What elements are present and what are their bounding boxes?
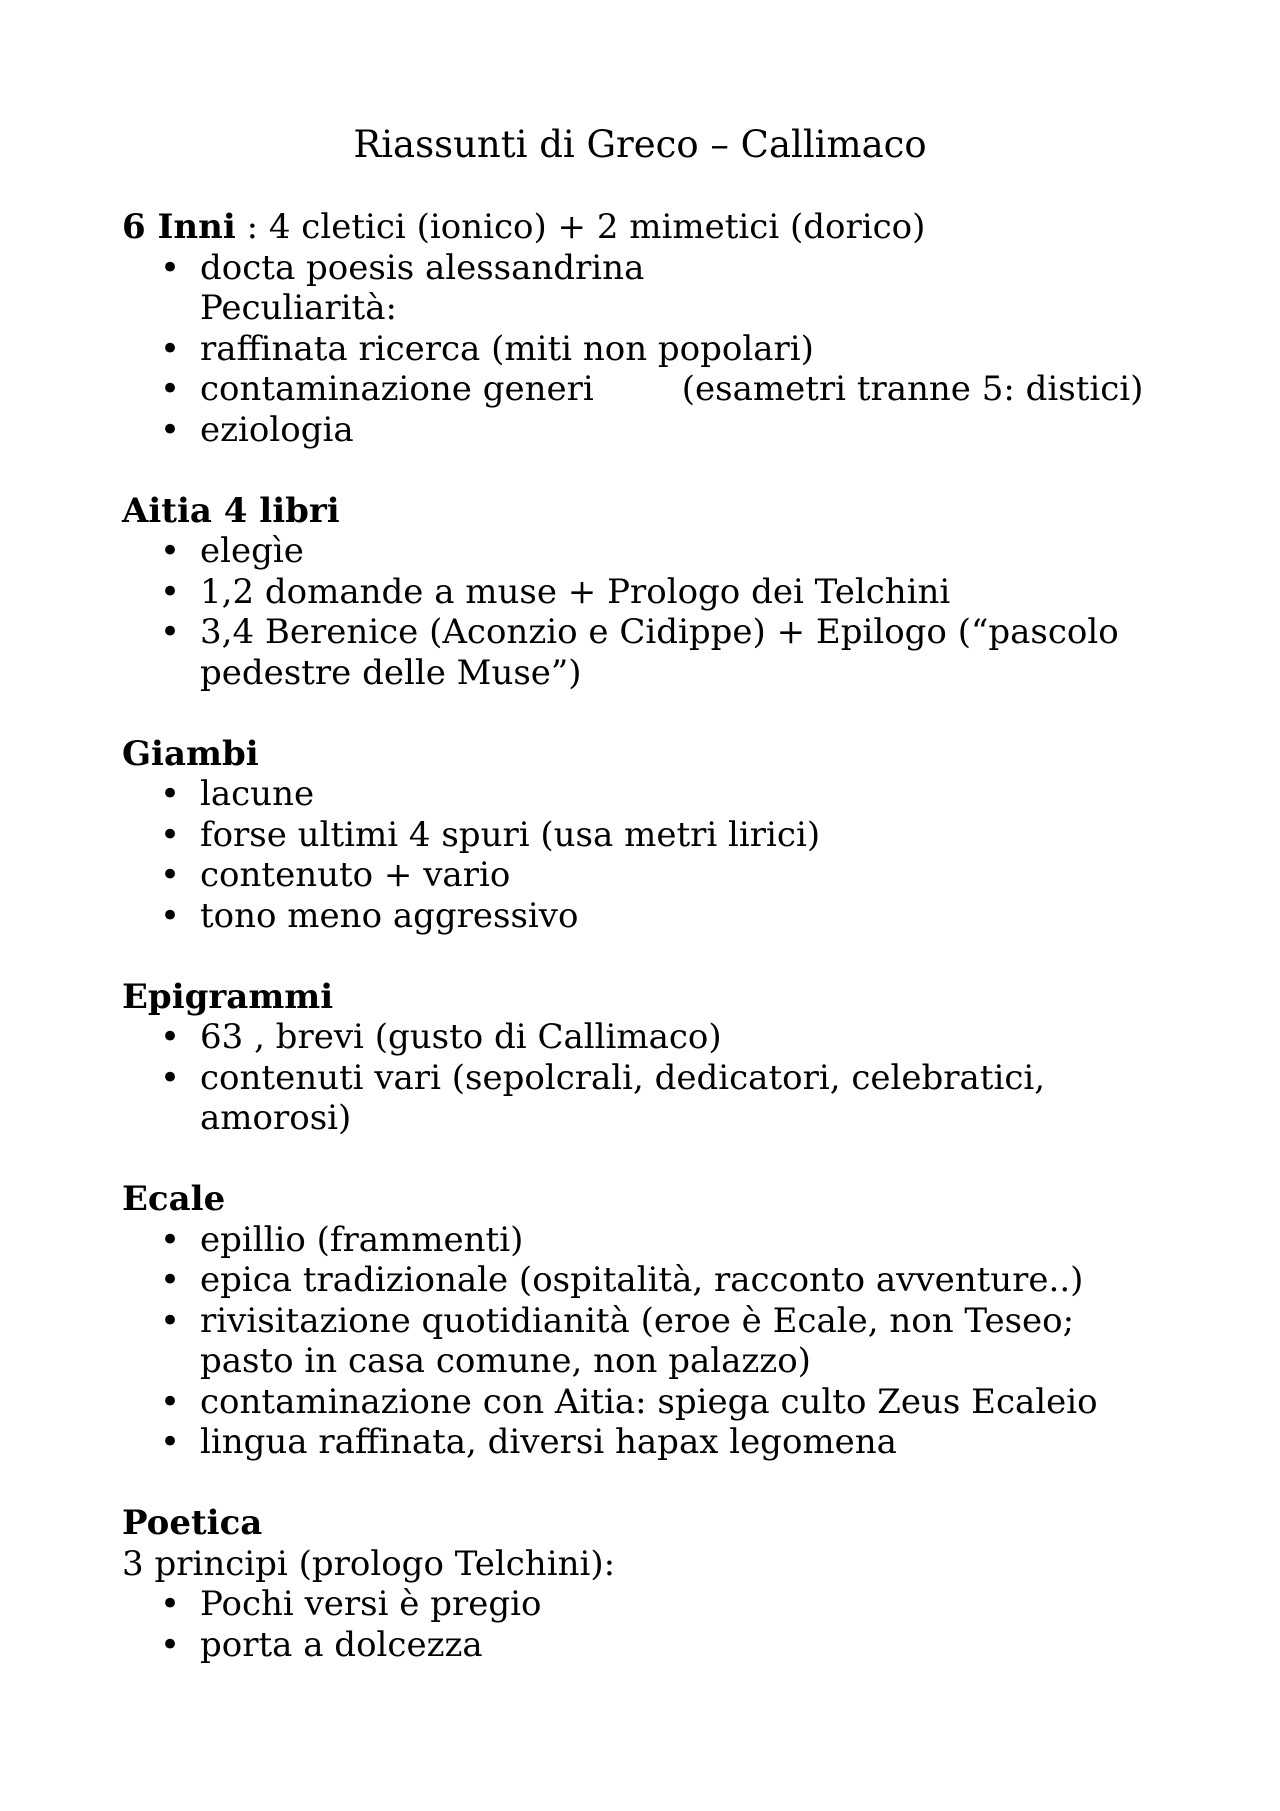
bullet-icon: • (160, 369, 181, 409)
poetica-heading: Poetica (122, 1503, 263, 1543)
inni-item-3 (200, 369, 1143, 410)
poetica-item-2: porta a dolcezza (200, 1625, 483, 1665)
poetica-intro: 3 principi (prologo Telchini): (122, 1544, 616, 1584)
bullet-icon: • (160, 531, 181, 571)
ecale-item-2: epica tradizionale (ospitalità, racconto avventure..) (200, 1260, 1084, 1300)
bullet-icon: • (160, 572, 181, 612)
giambi-item-2: forse ultimi 4 spuri (usa metri lirici) (200, 815, 821, 855)
ecale-heading: Ecale (122, 1179, 226, 1219)
bullet-icon: • (160, 1058, 181, 1098)
bullet-icon: • (160, 1260, 181, 1300)
bullet-icon: • (160, 1220, 181, 1260)
aitia-item-3-continued: pedestre delle Muse”) (200, 653, 582, 693)
bullet-icon: • (160, 612, 181, 652)
giambi-item-3: contenuto + vario (200, 855, 511, 895)
bullet-icon: • (160, 815, 181, 855)
bullet-icon: • (160, 410, 181, 450)
ecale-item-3-continued: pasto in casa comune, non palazzo) (200, 1341, 811, 1381)
epigrammi-item-2-continued: amorosi) (200, 1098, 352, 1138)
poetica-item-1: Pochi versi è pregio (200, 1584, 542, 1624)
aitia-item-3: 3,4 Berenice (Aconzio e Cidippe) + Epilogo (“pascolo (200, 612, 1119, 652)
inni-subheading: Peculiarità: (200, 288, 397, 328)
inni-item-1: docta poesis alessandrina (200, 248, 645, 288)
bullet-icon: • (160, 1584, 181, 1624)
bullet-icon: • (160, 248, 181, 288)
inni-item-4: eziologia (200, 410, 354, 450)
inni-item-3-note: (esametri tranne 5: distici) (681, 369, 1144, 409)
inni-item-3-text: contaminazione generi (200, 369, 594, 409)
bullet-icon: • (160, 855, 181, 895)
bullet-icon: • (160, 329, 181, 369)
inni-item-2: raffinata ricerca (miti non popolari) (200, 329, 814, 369)
inni-intro-line (122, 207, 925, 248)
bullet-icon: • (160, 1382, 181, 1422)
aitia-item-2: 1,2 domande a muse + Prologo dei Telchini (200, 572, 951, 612)
bullet-icon: • (160, 1017, 181, 1057)
epigrammi-heading: Epigrammi (122, 977, 334, 1017)
aitia-item-1: elegìe (200, 531, 304, 571)
ecale-item-1: epillio (frammenti) (200, 1220, 524, 1260)
aitia-heading: Aitia 4 libri (122, 491, 340, 531)
bullet-icon: • (160, 896, 181, 936)
ecale-item-3: rivisitazione quotidianità (eroe è Ecale, non Teseo; (200, 1301, 1075, 1341)
giambi-item-4: tono meno aggressivo (200, 896, 579, 936)
bullet-icon: • (160, 774, 181, 814)
epigrammi-item-1: 63 , brevi (gusto di Callimaco) (200, 1017, 722, 1057)
bullet-icon: • (160, 1625, 181, 1665)
epigrammi-item-2: contenuti vari (sepolcrali, dedicatori, celebratici, (200, 1058, 1046, 1098)
bullet-icon: • (160, 1301, 181, 1341)
document-title: Riassunti di Greco – Callimaco (353, 123, 927, 166)
giambi-item-1: lacune (200, 774, 315, 814)
ecale-item-4: contaminazione con Aitia: spiega culto Zeus Ecaleio (200, 1382, 1098, 1422)
bullet-icon: • (160, 1422, 181, 1462)
inni-heading: 6 Inni (122, 207, 236, 247)
giambi-heading: Giambi (122, 734, 259, 774)
ecale-item-5: lingua raffinata, diversi hapax legomena (200, 1422, 897, 1462)
inni-intro: : 4 cletici (ionico) + 2 mimetici (dorico) (235, 207, 926, 247)
